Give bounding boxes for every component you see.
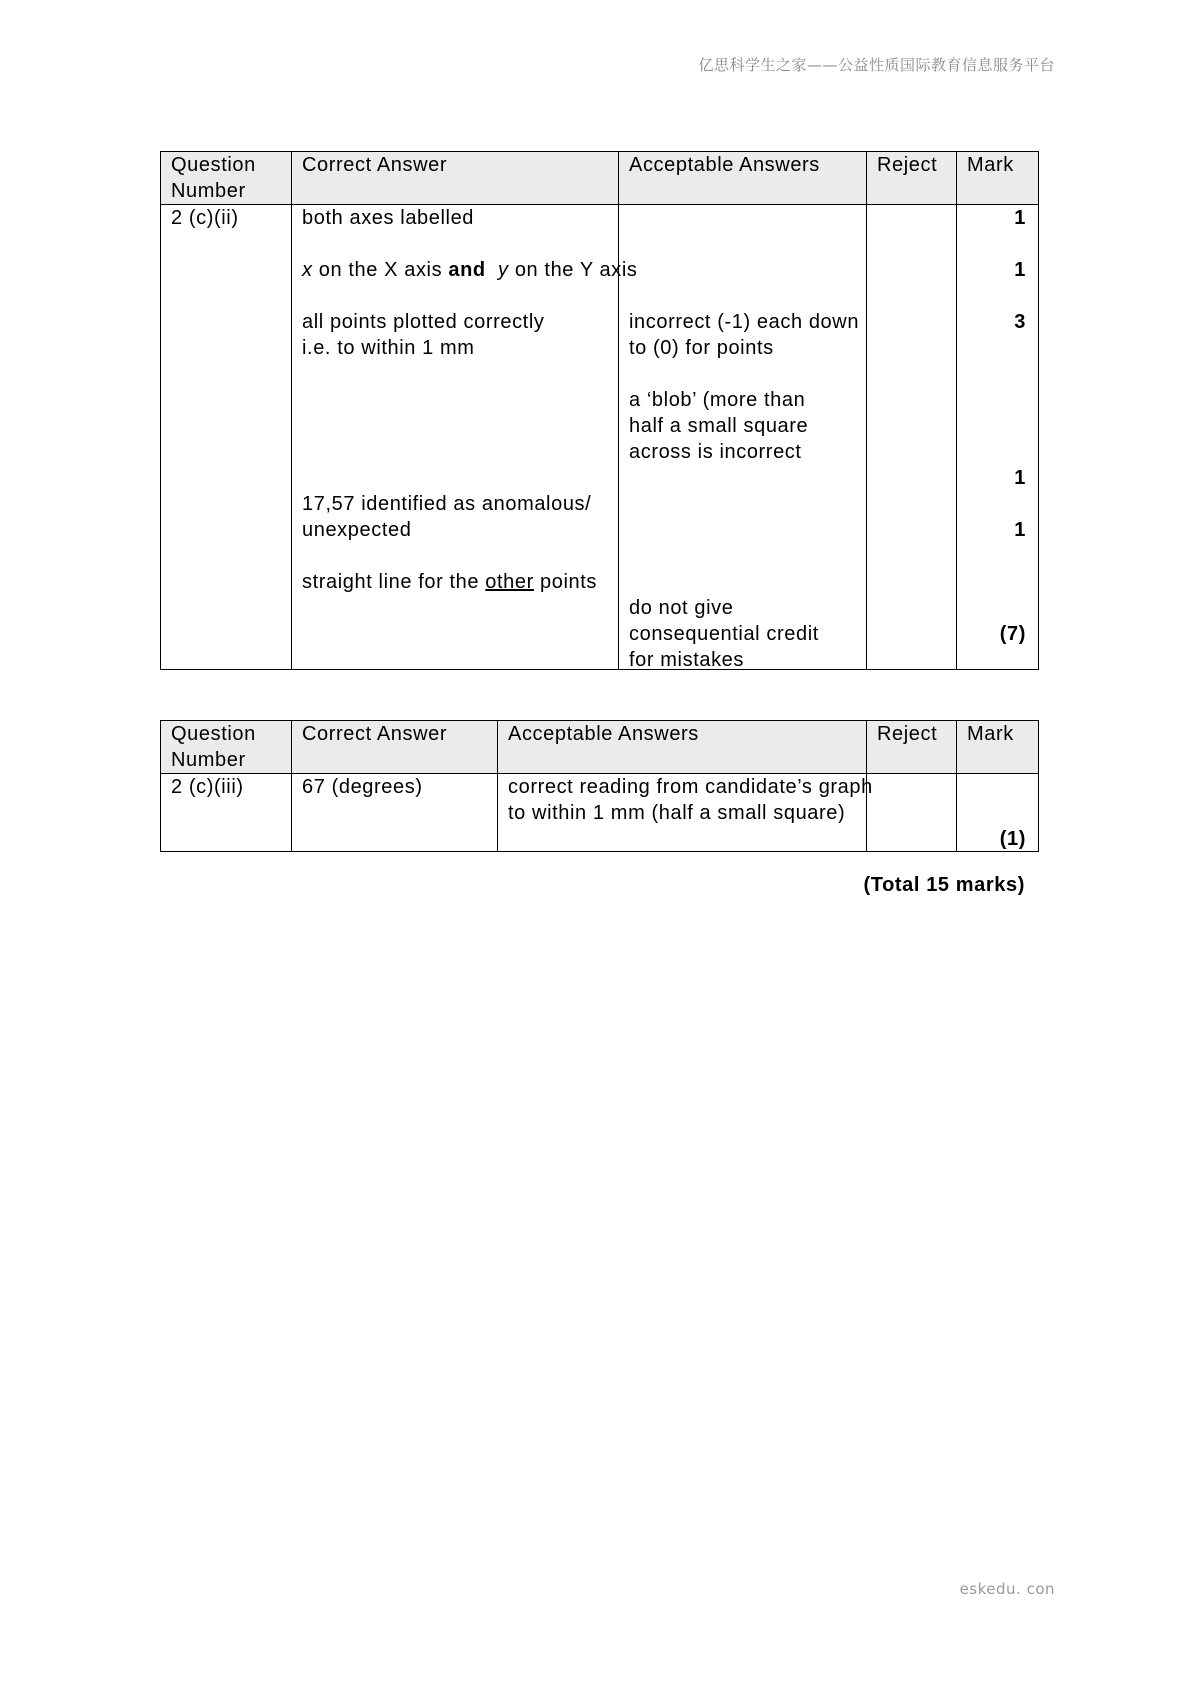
correct-line-6: unexpected (302, 519, 412, 541)
correct-line-1: both axes labelled (302, 207, 475, 229)
mark-1: 1 (1014, 207, 1026, 229)
mark-2: 1 (1014, 259, 1026, 281)
acceptable-answers-cell (619, 205, 867, 670)
total-marks: (Total 15 marks) (863, 874, 1025, 896)
header-number-label: Number (171, 180, 246, 202)
x-variable: x (302, 259, 313, 281)
other-underlined: other (485, 571, 534, 593)
header-correct-answer: Correct Answer (292, 721, 498, 774)
correct-line-3: all points plotted correctly (302, 311, 545, 333)
mark-scheme-table-1 (160, 151, 1039, 670)
question-number-cell: 2 (c)(iii) (161, 774, 292, 852)
acceptable-line-2: to within 1 mm (half a small square) (508, 802, 846, 824)
correct-answer-cell: 67 (degrees) (292, 774, 498, 852)
correct-line-5: 17,57 identified as anomalous/ (302, 493, 592, 515)
mark-total: (1) (999, 828, 1026, 850)
header-question-label: Question (171, 154, 256, 176)
mark-total: (7) (999, 623, 1026, 645)
header-mark: Mark (957, 152, 1039, 205)
header-mark: Mark (957, 721, 1039, 774)
header-question-number (161, 721, 292, 774)
and-text: and (448, 259, 486, 281)
header-acceptable-answers: Acceptable Answers (619, 152, 867, 205)
question-number-cell: 2 (c)(ii) (161, 205, 292, 670)
mark-cell (957, 205, 1039, 670)
y-variable: y (498, 259, 509, 281)
y-axis-text: on the Y axis (508, 259, 638, 281)
acceptable-line-2: to (0) for points (629, 337, 774, 359)
reject-cell (867, 774, 957, 852)
x-axis-text: on the X axis (312, 259, 449, 281)
reject-cell (867, 205, 957, 670)
mark-scheme-table-2 (160, 720, 1039, 852)
table-row (161, 205, 1039, 670)
table-header-row (161, 152, 1039, 205)
mark-3: 3 (1014, 311, 1026, 333)
acceptable-line-7: consequential credit (629, 623, 819, 645)
correct-answer-cell (292, 205, 638, 670)
acceptable-line-6: do not give (629, 597, 734, 619)
mark-5: 1 (1014, 519, 1026, 541)
acceptable-answers-cell (498, 774, 873, 852)
header-acceptable-answers: Acceptable Answers (498, 721, 867, 774)
acceptable-line-5: across is incorrect (629, 441, 802, 463)
acceptable-line-1: incorrect (-1) each down (629, 311, 860, 333)
straight-line-text: straight line for the (302, 571, 486, 593)
header-correct-answer: Correct Answer (292, 152, 619, 205)
correct-line-7 (302, 569, 597, 595)
acceptable-line-8: for mistakes (629, 649, 745, 671)
header-reject: Reject (867, 152, 957, 205)
mark-cell (957, 774, 1039, 852)
acceptable-line-4: half a small square (629, 415, 809, 437)
header-question-number (161, 152, 292, 205)
points-text: points (533, 571, 598, 593)
header-number-label: Number (171, 749, 246, 771)
header-reject: Reject (867, 721, 957, 774)
footer-site-text: eskedu. con (959, 1580, 1055, 1598)
correct-line-2 (302, 257, 638, 283)
header-question-label: Question (171, 723, 256, 745)
table-header-row (161, 721, 1039, 774)
correct-line-4: i.e. to within 1 mm (302, 337, 475, 359)
mark-4: 1 (1014, 467, 1026, 489)
acceptable-line-3: a ‘blob’ (more than (629, 389, 806, 411)
table-row (161, 774, 1039, 852)
header-site-text: 亿思科学生之家——公益性质国际教育信息服务平台 (698, 56, 1055, 74)
acceptable-line-1: correct reading from candidate’s graph (508, 776, 873, 798)
